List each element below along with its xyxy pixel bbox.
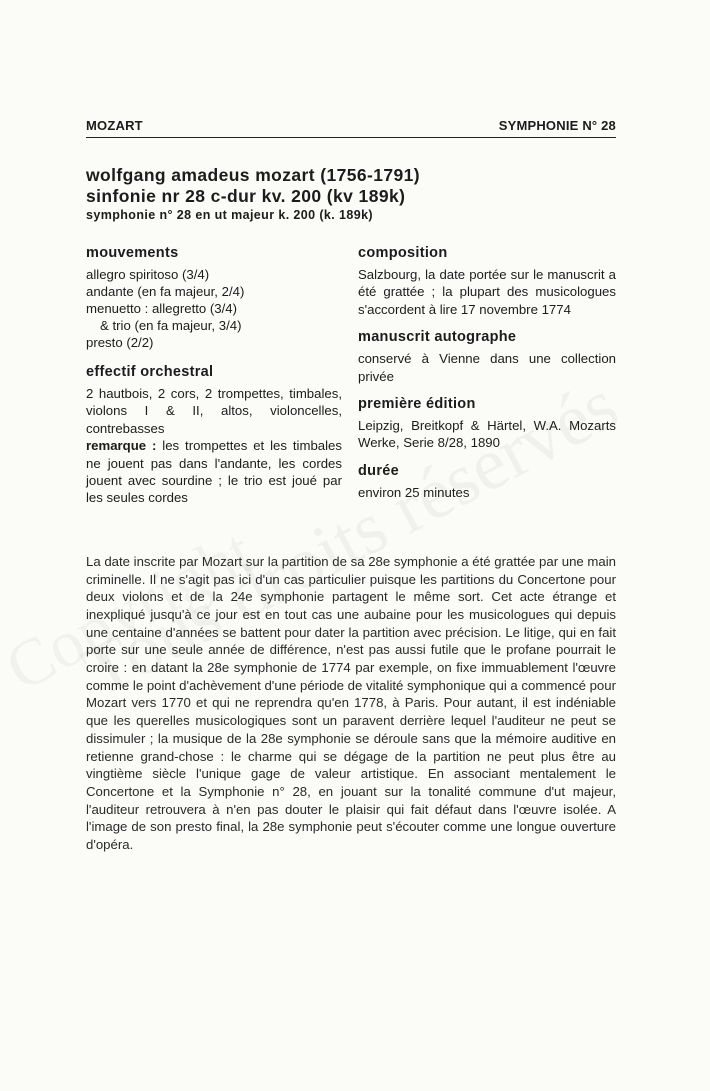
manuscrit-text: conservé à Vienne dans une collection privée <box>358 351 616 384</box>
running-header <box>86 118 616 138</box>
duree-text: environ 25 minutes <box>358 484 470 500</box>
edition-text: Leipzig, Breitkopf & Härtel, W.A. Mozarts Werke, Serie 8/28, 1890 <box>358 418 616 451</box>
spacer <box>358 452 616 463</box>
spacer <box>358 318 616 329</box>
edition-title: première édition <box>358 396 476 413</box>
effectif-text: 2 hautbois, 2 cors, 2 trompettes, timbales, violons I & II, altos, violoncelles, contrebasses <box>86 386 342 436</box>
mouvements-title: mouvements <box>86 245 179 261</box>
composer-title: wolfgang amadeus mozart (1756-1791) <box>86 165 420 185</box>
remark-text: les trompettes et les timbales ne jouent pas dans l'andante, les cordes jouent avec sourdine ; le trio est joué par les seules cordes <box>86 438 342 506</box>
composition-title: composition <box>358 245 448 261</box>
title-block <box>86 165 616 224</box>
effectif-remark <box>86 437 342 507</box>
movement-item: menuetto : allegretto (3/4) <box>86 301 238 316</box>
movement-item: & trio (en fa majeur, 3/4) <box>100 318 242 333</box>
page <box>86 118 616 854</box>
movement-item: presto (2/2) <box>86 335 154 350</box>
remark-label: remarque : <box>86 438 157 454</box>
info-columns <box>86 245 616 507</box>
duree-title: durée <box>358 462 399 479</box>
right-column <box>358 245 616 507</box>
work-title-french: symphonie n° 28 en ut majeur k. 200 (k. 189k) <box>86 208 373 222</box>
manuscrit-title: manuscrit autographe <box>358 329 517 346</box>
movement-item: allegro spiritoso (3/4) <box>86 267 210 282</box>
movement-item: andante (en fa majeur, 2/4) <box>86 284 245 299</box>
essay-paragraph: La date inscrite par Mozart sur la partition de sa 28e symphonie a été grattée par une main criminelle. Il ne s'agit pas ici d'un cas particulier puisque les partitions du Concertone pour deux violons et de la 24e symphonie partagent le même sort. Cet acte étrange et inexpliqué jusqu'à ce jour est en tout cas une aubaine pour les musicologues qui depuis une centaine d'années se battent pour dater la partition avec précision. Le litige, qui en fait porte sur une seule année de différence, n'est pas aussi futile que le profane pourrait le croire : en datant la 28e symphonie de 1774 par exemple, on fixe immuablement l'œuvre comme le point d'achèvement d'une période de vitalité symphonique qui a commencé pour Mozart vers 1770 et qui ne reprendra qu'en 1778, à Paris. Pour autant, il est indéniable que les querelles musicologiques sont un paravent derrière lequel l'auditeur ne peut se dissimuler ; la musique de la 28e symphonie se déroule sans que la mémoire auditive en retienne grand-chose : le charme qui se dégage de la partition ne peut plus être au vingtième siècle l'unique gage de valeur artistique. En associant mentalement le Concertone et la Symphonie n° 28, en jouant sur la tonalité commune d'ut majeur, l'auditeur retrouvera à n'en pas douter le plaisir qui fait défaut dans l'œuvre isolée. A l'image de son presto final, la 28e symphonie peut s'écouter comme une longue ouverture d'opéra. <box>86 553 616 853</box>
left-column <box>86 245 342 507</box>
header-composer: MOZART <box>86 118 143 133</box>
work-title-german: sinfonie nr 28 c-dur kv. 200 (kv 189k) <box>86 186 406 206</box>
composition-text: Salzbourg, la date portée sur le manuscrit a été grattée ; la plupart des musicologues s'accordent à lire 17 novembre 1774 <box>358 267 616 317</box>
spacer <box>86 351 342 364</box>
effectif-title: effectif orchestral <box>86 364 214 380</box>
header-work: SYMPHONIE N° 28 <box>498 118 616 133</box>
spacer <box>358 385 616 396</box>
